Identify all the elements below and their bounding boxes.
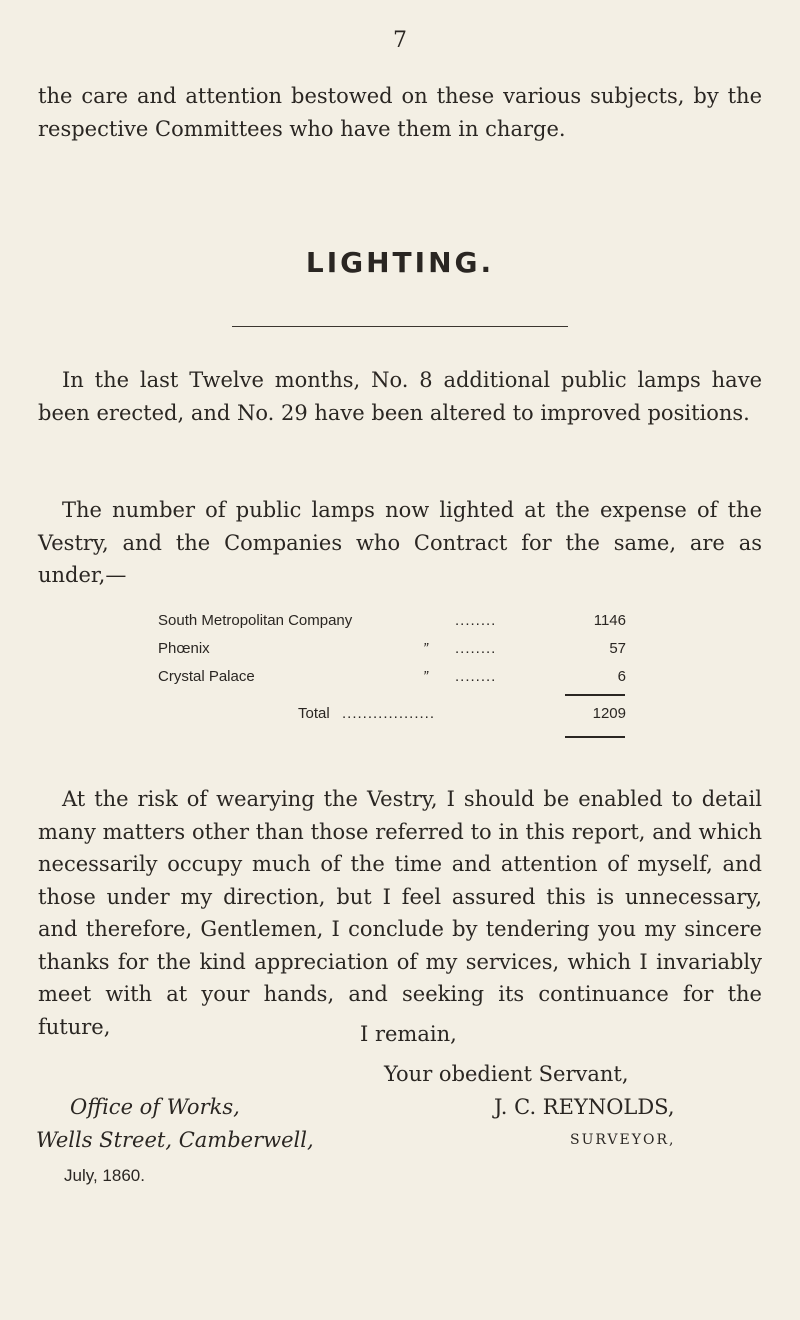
heading-divider: [232, 326, 568, 327]
lamp-count: 57: [609, 640, 626, 657]
paragraph-lamps-erected: In the last Twelve months, No. 8 additional public lamps have been erected, and No. 29 have been altered to improved positions.: [38, 368, 762, 425]
leader-dots: ........: [455, 640, 497, 657]
total-label: Total: [298, 705, 330, 722]
leader-dots: ........: [455, 612, 497, 629]
total-underline: [565, 736, 625, 738]
leader-dots: ..................: [342, 705, 436, 722]
paragraph-closing-remarks: At the risk of wearying the Vestry, I should be enabled to detail many matters other than those referred to in this report, and which necessarily occupy much of the time and attention of myself, and those under my direction, but I feel assured this is unnecessary, and therefore, Gentlemen, I conclude by tendering you my sincere thanks for the kind appreciation of my services, which I invariably meet with at your hands, and seeking its continuance for the future,: [38, 787, 762, 1039]
date-line: July, 1860.: [64, 1166, 145, 1185]
table-row: [0, 612, 800, 634]
signatory-title: SURVEYOR,: [570, 1132, 676, 1148]
office-line: Office of Works,: [70, 1095, 240, 1119]
leader-dots: ........: [455, 668, 497, 685]
page-number: 7: [393, 28, 407, 53]
company-name: South Metropolitan Company: [158, 612, 353, 629]
table-row: [0, 640, 800, 662]
sum-rule: [565, 694, 625, 696]
closing-remain: I remain,: [360, 1022, 457, 1046]
total-row: [0, 705, 800, 727]
company-name: Phœnix: [158, 640, 210, 657]
table-row: [0, 668, 800, 690]
lamp-count: 6: [617, 668, 626, 685]
paragraph-lamps-lighted: The number of public lamps now lighted at the expense of the Vestry, and the Companies who Contract for the same, are as under,—: [38, 498, 762, 587]
total-value: 1209: [592, 705, 626, 722]
lamp-count: 1146: [593, 612, 626, 629]
company-name: Crystal Palace: [158, 668, 255, 685]
address-line: Wells Street, Camberwell,: [36, 1128, 314, 1152]
intro-paragraph: the care and attention bestowed on these various subjects, by the respective Committees who have them in charge.: [38, 84, 762, 141]
signatory-name: J. C. REYNOLDS,: [494, 1095, 675, 1119]
closing-servant: Your obedient Servant,: [384, 1062, 629, 1086]
ditto-mark: ”: [423, 668, 428, 685]
ditto-mark: ”: [423, 640, 428, 657]
section-heading: LIGHTING.: [305, 246, 495, 279]
